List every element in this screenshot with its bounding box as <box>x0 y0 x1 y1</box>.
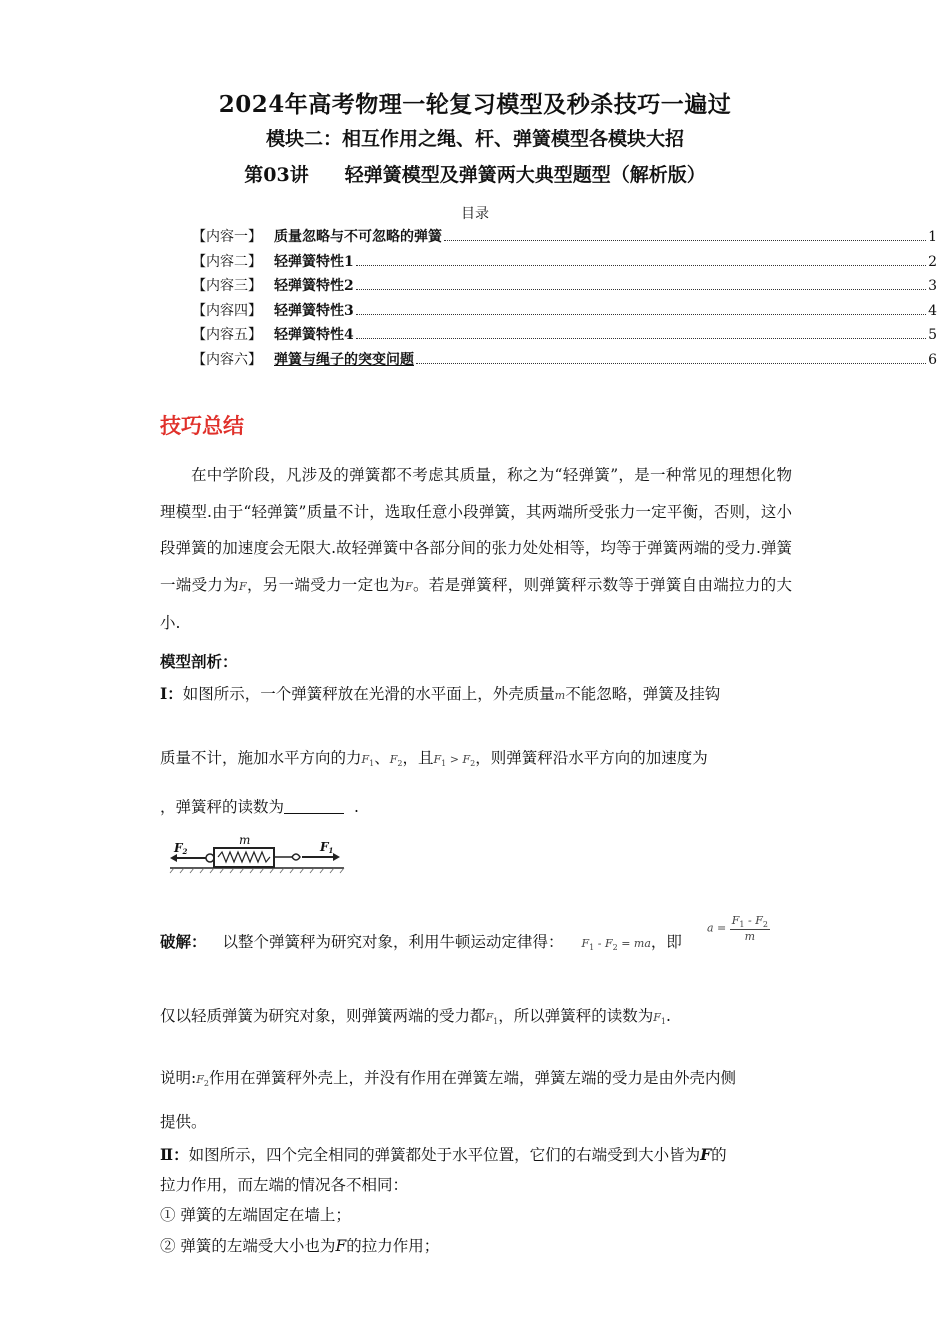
note-text: 作用在弹簧秤外壳上，并没有作用在弹簧左端，弹簧左端的受力是由外壳内侧 <box>208 1069 736 1087</box>
lecture-title <box>0 160 950 187</box>
question-text: ，则弹簧秤沿水平方向的加速度为 <box>475 749 708 767</box>
toc-item[interactable] <box>192 324 937 349</box>
question-text: . <box>354 798 359 816</box>
toc-item-tag: 【内容五】 <box>192 327 262 343</box>
question-2-line-2: 拉力作用，而左端的情况各不相同： <box>160 1176 409 1194</box>
newton-equation: $F_1 - F_2$ = ma <box>581 937 651 953</box>
solution-text: 以整个弹簧秤为研究对象，利用牛顿运动定律得： <box>222 933 564 951</box>
section-heading: 技巧总结 <box>160 414 244 438</box>
toc-item-title[interactable]: 质量忽略与不可忽略的弹簧 <box>274 229 442 245</box>
model-heading: 模型剖析： <box>160 652 238 671</box>
mass-label: m <box>239 833 251 847</box>
spring-scale-figure <box>168 832 348 876</box>
left-force-label: F2 <box>174 841 188 856</box>
question-text: 的 <box>711 1146 727 1164</box>
note-line-1 <box>160 1066 792 1088</box>
toc-leader-dots <box>356 289 926 290</box>
force-symbol: F <box>239 579 247 593</box>
right-force-label: F1 <box>320 840 334 855</box>
toc-item-title[interactable]: 轻弹簧特性4 <box>274 327 354 343</box>
lecture-number: 第03讲 <box>244 164 309 186</box>
intro-paragraph <box>160 457 792 642</box>
f1-symbol: $F_1$ <box>485 1011 499 1027</box>
toc-item-tag: 【内容二】 <box>192 253 262 270</box>
toc-item-tag: 【内容四】 <box>192 302 262 319</box>
case-text: 的拉力作用； <box>346 1237 440 1255</box>
force-symbol: F <box>405 579 413 593</box>
solution-text: 仅以轻质弹簧为研究对象，则弹簧两端的受力都 <box>160 1007 486 1025</box>
solution-text: ，所以弹簧秤的读数为 <box>498 1007 654 1025</box>
toc-item-page: 5 <box>928 327 937 343</box>
question-label: Ⅰ： <box>160 684 183 703</box>
toc-leader-dots <box>356 265 926 266</box>
toc-item[interactable] <box>192 300 937 325</box>
toc-item[interactable] <box>192 251 937 276</box>
mass-symbol: m <box>554 689 566 702</box>
solution-text: . <box>666 1007 671 1025</box>
left-arrow-head <box>170 854 177 862</box>
case-1: ① 弹簧的左端固定在墙上； <box>160 1206 351 1224</box>
acceleration-fraction: $\frac{F_1 - F_2}{m}$ <box>731 914 768 944</box>
toc-item-page: 3 <box>928 278 937 294</box>
toc-item-title[interactable]: 弹簧与绳子的突变问题 <box>274 351 414 368</box>
right-hook <box>292 854 300 860</box>
solution-label: 破解： <box>160 932 207 951</box>
intro-text: 在中学阶段，凡涉及的弹簧都不考虑其质量，称之为“轻弹簧”，是一种常见的理想化物理模型.由于“轻弹簧”质量不计，选取任意小段弹簧，其两端所受张力一定平衡，否则，这小段弹簧的加速度会无限大.故轻弹簧中各部分间的张力处处相等，均等于弹簧两端的受力.弹簧一端受力为 <box>160 466 792 594</box>
toc-heading: 目录 <box>461 206 489 222</box>
toc-leader-dots <box>416 363 926 364</box>
answer-blank <box>284 812 344 814</box>
toc-item-page: 1 <box>928 229 937 245</box>
question-text: ，且 <box>402 749 434 767</box>
document-title: 2024年高考物理一轮复习模型及秒杀技巧一遍过 <box>218 91 732 118</box>
intro-text: ，另一端受力一定也为 <box>246 575 406 594</box>
spring-coil <box>218 852 270 862</box>
toc-leader-dots <box>356 338 926 339</box>
right-arrow-head <box>333 853 340 861</box>
toc-item-tag: 【内容三】 <box>192 278 262 294</box>
force-symbol: F <box>700 1145 712 1164</box>
toc-item-tag: 【内容六】 <box>192 351 262 368</box>
f1-symbol: $F_1$ <box>361 753 375 769</box>
lecture-name: 轻弹簧模型及弹簧两大典型题型（解析版） <box>344 164 706 186</box>
toc-item-page: 6 <box>928 351 937 368</box>
question-1-line-3 <box>160 795 792 817</box>
question-text: 质量不计，施加水平方向的力 <box>160 749 362 767</box>
toc-item-page: 4 <box>928 302 937 319</box>
acceleration-formula: a = $\frac{F_1 - F_2}{m}$ <box>707 914 768 944</box>
toc-item[interactable] <box>192 349 937 374</box>
toc-leader-dots <box>356 314 926 315</box>
inequality: $F_1 > F_2$ <box>433 753 476 769</box>
question-1-line-1 <box>160 682 792 704</box>
question-text: 、 <box>374 749 390 767</box>
question-text: 如图所示，一个弹簧秤放在光滑的水平面上，外壳质量 <box>182 685 555 703</box>
toc-item[interactable] <box>192 226 937 251</box>
solution-text: ，即 <box>650 933 682 951</box>
toc-item-title[interactable]: 轻弹簧特性2 <box>274 278 354 294</box>
question-2-line-1 <box>160 1143 792 1165</box>
solution-line-2 <box>160 1004 792 1026</box>
module-title: 模块二：相互作用之绳、杆、弹簧模型各模块大招 <box>265 128 684 150</box>
case-text: ② 弹簧的左端受大小也为 <box>160 1237 336 1255</box>
f2-symbol: $F_2$ <box>389 753 403 769</box>
table-of-contents <box>192 226 937 373</box>
toc-item-page: 2 <box>928 253 937 270</box>
force-symbol: F <box>335 1237 347 1255</box>
f1-symbol: $F_1$ <box>653 1011 666 1027</box>
toc-leader-dots <box>444 240 926 241</box>
question-label: Ⅱ： <box>160 1145 189 1164</box>
toc-item-tag: 【内容一】 <box>192 229 262 245</box>
left-hook <box>206 854 214 862</box>
question-text: ，弹簧秤的读数为 <box>160 798 285 816</box>
question-1-line-2 <box>160 746 792 768</box>
note-line-2: 提供。 <box>160 1113 207 1131</box>
question-text: 如图所示，四个完全相同的弹簧都处于水平位置，它们的右端受到大小皆为 <box>188 1146 701 1164</box>
solution-line-1 <box>160 930 792 952</box>
question-text: 不能忽略，弹簧及挂钩 <box>565 685 721 703</box>
spring-scale-diagram <box>168 832 348 876</box>
intro-text: 。若是弹簧秤，则弹簧秤示数等于弹簧自由端拉力的大小. <box>160 575 792 632</box>
f2-symbol: $F_2$ <box>196 1073 209 1089</box>
toc-item-title[interactable]: 轻弹簧特性3 <box>274 302 354 319</box>
toc-item[interactable] <box>192 275 937 300</box>
toc-item-title[interactable]: 轻弹簧特性1 <box>274 253 354 270</box>
note-text: 说明: <box>160 1069 197 1087</box>
case-2 <box>160 1234 792 1256</box>
